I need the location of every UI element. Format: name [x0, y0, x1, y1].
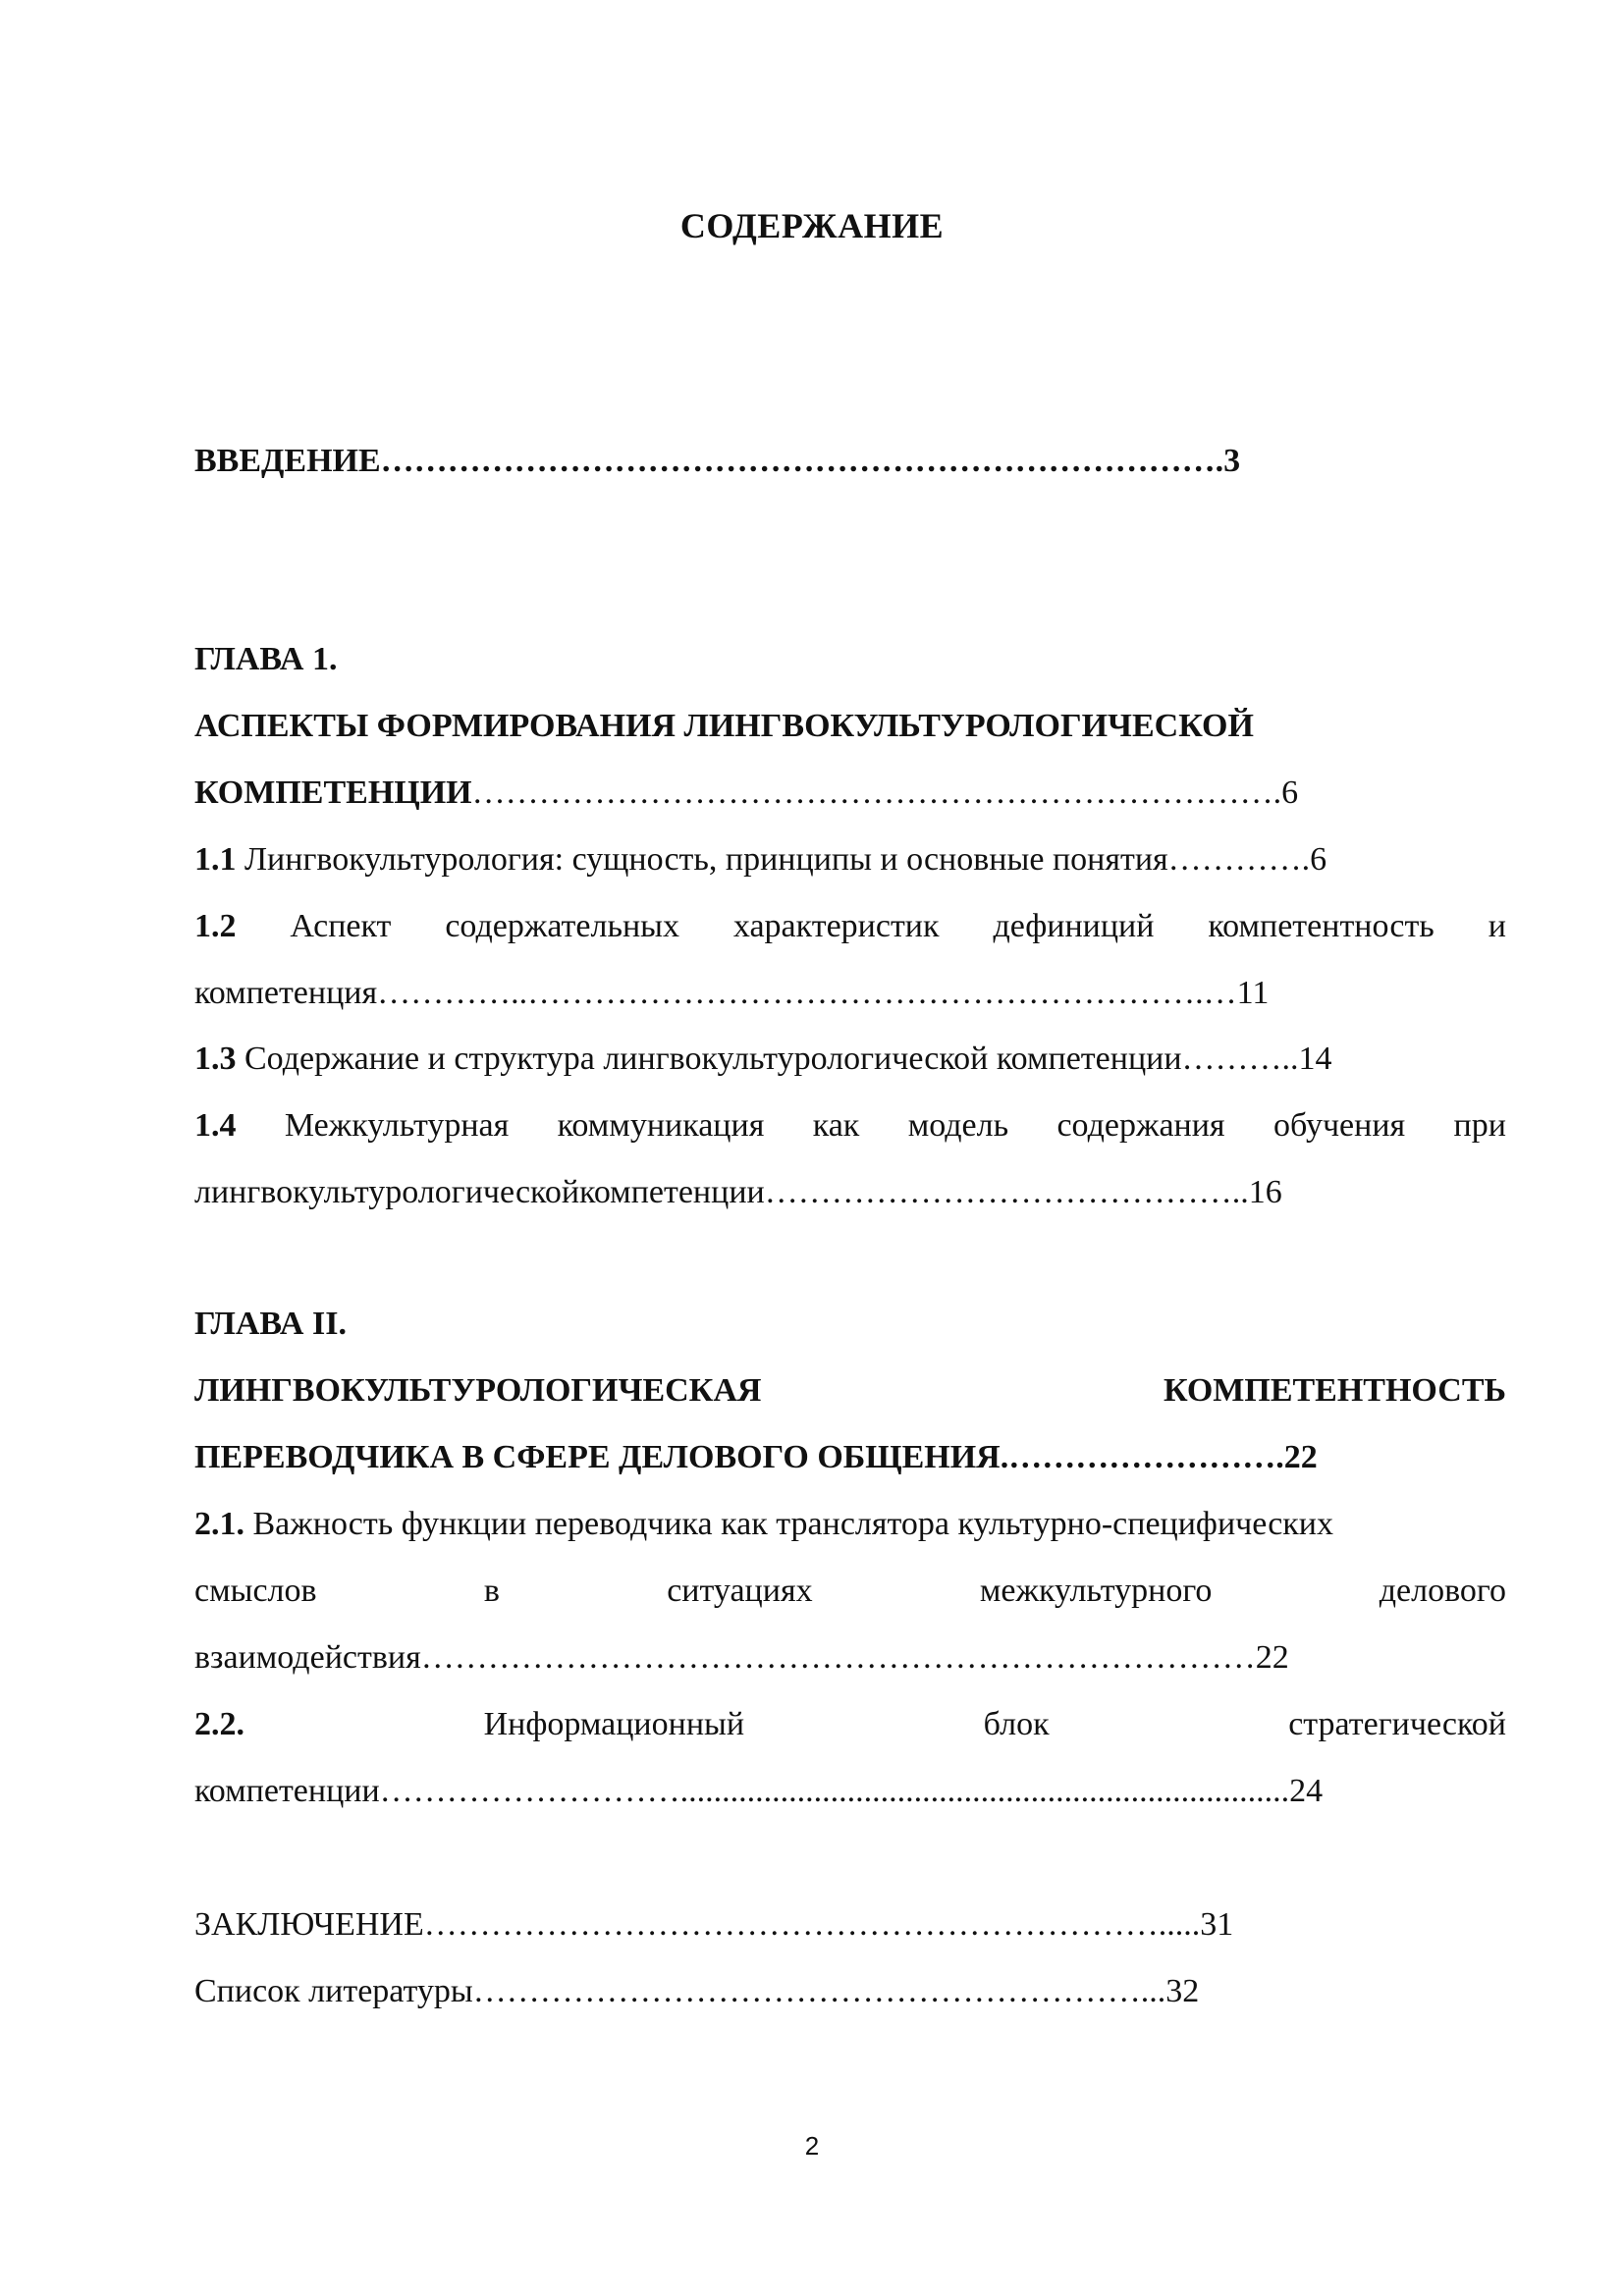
chapter2-title-line2[interactable]: ПЕРЕВОДЧИКА В СФЕРЕ ДЕЛОВОГО ОБЩЕНИЯ.…………………….22: [194, 1439, 1318, 1475]
section-word: межкультурного: [979, 1573, 1213, 1609]
chapter1-title-word: КОМПЕТЕНЦИИ: [194, 774, 472, 811]
section-word: коммуникация: [557, 1107, 765, 1144]
toc-entry-1-2-line1[interactable]: [194, 903, 1506, 950]
chapter2-title-line1[interactable]: [194, 1367, 1506, 1415]
page-number: 2: [804, 2131, 820, 2161]
chapter1-title-line2[interactable]: [194, 770, 1298, 817]
section-word: содержания: [1056, 1107, 1225, 1144]
section-word: дефиниций: [993, 908, 1155, 944]
section-word: характеристик: [732, 908, 940, 944]
chapter2-title-word: ЛИНГВОКУЛЬТУРОЛОГИЧЕСКАЯ: [194, 1372, 762, 1409]
section-word: блок: [983, 1706, 1050, 1742]
chapter1-title-line1[interactable]: АСПЕКТЫ ФОРМИРОВАНИЯ ЛИНГВОКУЛЬТУРОЛОГИЧЕСКОЙ: [194, 708, 1254, 744]
section-word: модель: [907, 1107, 1009, 1144]
section-word: ситуациях: [667, 1573, 813, 1609]
section-word: Аспект: [290, 908, 392, 944]
toc-entry-conclusion[interactable]: ЗАКЛЮЧЕНИЕ………………………………………………………….....31: [194, 1906, 1234, 1943]
section-word: содержательных: [445, 908, 679, 944]
section-word: при: [1453, 1107, 1506, 1144]
page-title: СОДЕРЖАНИЕ: [679, 206, 945, 245]
section-number: 1.1: [194, 841, 237, 878]
section-word: в: [483, 1573, 500, 1609]
toc-entry-1-4-line2[interactable]: лингвокультурологическойкомпетенции……………………………………..16: [194, 1174, 1282, 1210]
toc-entry-references[interactable]: Список литературы……………………………………………………...32: [194, 1973, 1200, 2009]
toc-entry-1-2-line2[interactable]: компетенция…………..…………………………………………………….…11: [194, 975, 1270, 1011]
toc-entry-introduction[interactable]: ВВЕДЕНИЕ………………………………………………………………….3: [194, 443, 1241, 479]
section-word: компетентность: [1208, 908, 1435, 944]
section-word: Информационный: [483, 1706, 745, 1742]
section-word: стратегической: [1288, 1706, 1506, 1742]
section-number: 1.4: [194, 1107, 237, 1144]
toc-entry-2-1-line3[interactable]: взаимодействия…………………………………………………………………22: [194, 1639, 1289, 1676]
toc-entry-2-1-line1[interactable]: [194, 1501, 1333, 1548]
toc-entry-1-3[interactable]: [194, 1036, 1332, 1083]
section-text: Содержание и структура лингвокультурологической компетенции………..14: [236, 1041, 1332, 1077]
section-word: обучения: [1272, 1107, 1406, 1144]
section-word: делового: [1379, 1573, 1506, 1609]
section-number: 2.2.: [194, 1706, 244, 1742]
section-number: 1.2: [194, 908, 237, 944]
chapter1-heading[interactable]: ГЛАВА 1.: [194, 641, 338, 677]
chapter2-heading[interactable]: ГЛАВА II.: [194, 1306, 347, 1342]
section-word: Межкультурная: [284, 1107, 510, 1144]
section-number: 2.1.: [194, 1506, 244, 1542]
toc-entry-2-2-line1[interactable]: [194, 1701, 1506, 1748]
section-number: 1.3: [194, 1041, 237, 1077]
toc-entry-2-2-line2[interactable]: компетенции……………………….........................................................................24: [194, 1773, 1324, 1809]
section-word: и: [1488, 908, 1506, 944]
section-text: Важность функции переводчика как транслятора культурно-специфических: [244, 1506, 1334, 1542]
chapter1-leader: ……………………………………………………………….6: [471, 774, 1299, 811]
section-word: смыслов: [194, 1573, 317, 1609]
chapter2-title-word: КОМПЕТЕНТНОСТЬ: [1164, 1372, 1506, 1409]
section-word: как: [812, 1107, 860, 1144]
section-text: Лингвокультурология: сущность, принципы и основные понятия………….6: [236, 841, 1327, 878]
toc-entry-1-4-line1[interactable]: [194, 1102, 1506, 1149]
toc-entry-1-1[interactable]: [194, 836, 1326, 883]
toc-entry-2-1-line2[interactable]: [194, 1568, 1506, 1615]
